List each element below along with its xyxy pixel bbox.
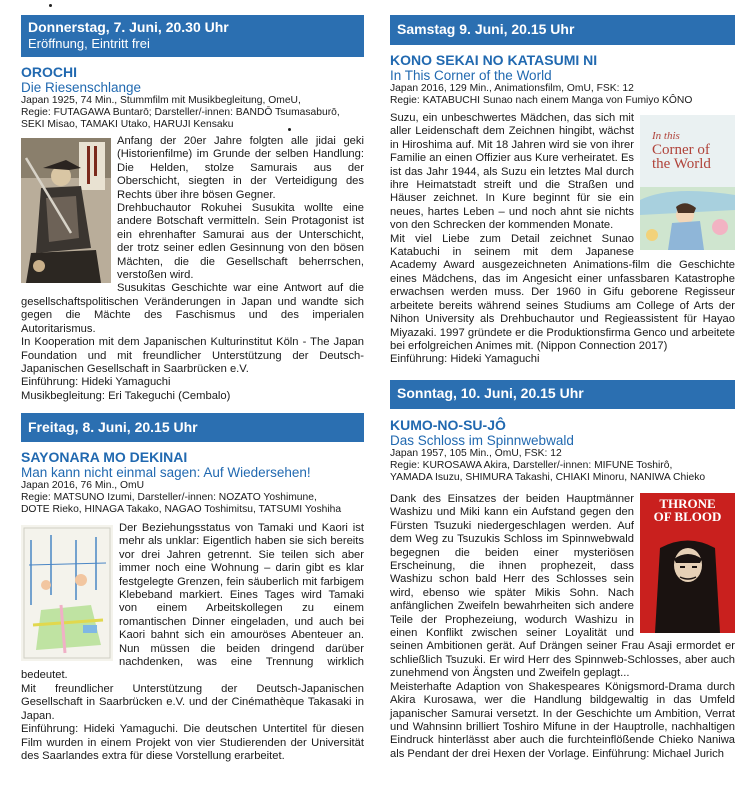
film-description bbox=[390, 112, 735, 353]
credit-line: Musikbegleitung: Eri Takeguchi (Cembalo) bbox=[21, 389, 231, 402]
film-subtitle: Man kann nicht einmal sagen: Auf Wiedersehen! bbox=[21, 465, 311, 480]
film-subtitle: In This Corner of the World bbox=[390, 68, 552, 83]
poster-title-line: THRONE bbox=[659, 496, 716, 511]
film-title: OROCHI bbox=[21, 64, 77, 80]
description-paragraph: Suzu, ein unbeschwertes Mädchen, das sich mit aller Leidenschaft dem Zeichnen hingibt, wächst in Hiroshima auf. Mit 18 Jahren wird sie von ihrer Familie an einen Offizier aus Kure verheiratet. Es ist das Jahr 1944, als Suzu ein letztes Mal durch ihre Heimatstadt streift und die Straßen und Häuser zeichnet. In Kure beginnt für sie ein neues, hartes Leben – und noch ahnt sie nichts von den Schrecken der kommenden Monate. bbox=[390, 112, 634, 232]
screening-date: Freitag, 8. Juni, 20.15 Uhr bbox=[28, 419, 198, 435]
description-paragraph: In Kooperation mit dem Japanischen Kulturinstitut Köln - The Japan Foundation und mit freundlicher Unterstützung der Deutsch-Japanischen Gesellschaft in Saarbrücken e.V. bbox=[21, 336, 364, 375]
meta-line: YAMADA Isuzu, SHIMURA Takashi, CHIAKI Minoru, NANIWA Chieko bbox=[390, 472, 706, 483]
poster-title-line: In this bbox=[652, 130, 680, 142]
meta-line: Japan 1925, 74 Min., Stummfilm mit Musikbegleitung, OmeU, bbox=[21, 95, 301, 106]
film-metadata bbox=[21, 95, 364, 131]
film-metadata bbox=[390, 83, 735, 107]
poster-title-line: Corner of bbox=[652, 142, 710, 158]
film-poster-image bbox=[640, 115, 735, 250]
poster-title-line: the World bbox=[652, 156, 711, 172]
description-paragraph: Susukitas Geschichte war eine Antwort auf die gesellschaftspolitischen Veränderungen in Japan und wandte sich gegen die Mächte des Faschismus und des imperialen Autoritarismus. bbox=[21, 282, 364, 335]
poster-title bbox=[640, 497, 735, 523]
meta-line: Regie: MATSUNO Izumi, Darsteller/-innen: NOZATO Yoshimune, bbox=[21, 492, 317, 503]
date-band bbox=[390, 380, 735, 409]
meta-line: DOTE Rieko, HINAGA Takako, NAGAO Toshimitsu, TATSUMI Yoshiha bbox=[21, 504, 342, 515]
description-paragraph: Mit freundlicher Unterstützung der Deutsch-Japanischen Gesellschaft in Saarbrücken e.V. und der Cinémathèque Takasaki in Japan. bbox=[21, 682, 364, 722]
film-entry-orochi bbox=[21, 15, 364, 403]
film-entry-kono-sekai bbox=[390, 15, 735, 367]
film-title: KONO SEKAI NO KATASUMI NI bbox=[390, 52, 598, 68]
film-subtitle: Die Riesenschlange bbox=[21, 80, 142, 95]
film-entry-kumonosujo bbox=[390, 380, 735, 761]
film-title: KUMO-NO-SU-JÔ bbox=[390, 417, 506, 433]
film-poster-image bbox=[640, 493, 735, 633]
meta-line: Regie: KATABUCHI Sunao nach einem Manga von Fumiyo KÔNO bbox=[390, 95, 693, 106]
description-paragraph: Der Beziehungsstatus von Tamaki und Kaori ist mehr als unklar: Eigentlich haben sie sich bereits vor drei Jahren getrennt. Sie teilen sich aber immer noch eine Wohnung – darin gibt es klar festgelegte Grenzen, fein säuberlich mit farbigem Klebeband markiert. Eines Tages wird Tamaki von einem Arbeitskollegen zu einem romantischen Dinner eingeladen, und auch bei Kaori bahnt sich ein amouröses Abenteuer an. Nun müssen die beiden dringend darüber nachdenken, was eine Trennung wirklich bedeutet. bbox=[21, 522, 364, 682]
date-band bbox=[21, 15, 364, 57]
apartment-illustration bbox=[21, 525, 113, 661]
date-band bbox=[390, 15, 735, 45]
screening-date: Samstag 9. Juni, 20.15 Uhr bbox=[397, 21, 575, 37]
film-credits bbox=[390, 353, 735, 366]
credit-line: Einführung: Hideki Yamaguchi bbox=[390, 353, 540, 366]
film-metadata bbox=[390, 448, 735, 484]
screening-date: Sonntag, 10. Juni, 20.15 Uhr bbox=[397, 385, 584, 401]
film-title: SAYONARA MO DEKINAI bbox=[21, 449, 188, 465]
right-column bbox=[390, 0, 735, 760]
description-paragraph: Meisterhafte Adaption von Shakespeares Königsmord-Drama durch Akira Kurosawa, wer die Handlung bildgewaltig in das Umfeld japanischer Samurai versetzt. In der Geschichte um Ambition, Verrat und Wahnsinn brilliert Toshiro Mifune in der Hauptrolle, nachhaltigen Eindruck hinterlässt aber auch die furchteinflößende Chieko Naniwa als Pendant der drei Hexen der Vorlage. Einführung: Michael Jurich bbox=[390, 680, 735, 760]
date-band bbox=[21, 413, 364, 442]
samurai-poster-illustration bbox=[21, 138, 111, 283]
meta-line: Japan 2016, 76 Min., OmU bbox=[21, 480, 145, 491]
description-paragraph: Einführung: Hideki Yamaguchi. Die deutschen Untertitel für diesen Film wurden in einem Projekt von vier Studierenden der Universität des Saarlandes extra für diese Vorstellung erarbeitet. bbox=[21, 723, 364, 762]
film-metadata bbox=[21, 480, 364, 516]
screening-date: Donnerstag, 7. Juni, 20.30 Uhr bbox=[28, 19, 229, 35]
description-paragraph: Anfang der 20er Jahre folgten alle jidai geki (Historienfilme) im Grunde der selben Handlung: Die Helden, stolze Samurais aus der Oberschicht, siegten in der Verteidigung des Rechts über ihre bösen Gegner. bbox=[117, 135, 364, 201]
description-paragraph: Dank des Einsatzes der beiden Hauptmänner Washizu und Miki kann ein Aufstand gegen den Fürsten Tsuzuki niedergeschlagen werden. Auf dem Weg zu Tsuzukis Schloss im Spinnwebwald begegnen die beiden einer mysteriösen Erscheinung, die ihnen prophezeit, dass Washizu schon bald Herr des Schlosses sein wird, ebenso wie später Mikis Sohn. Nach anfänglichen Zweifeln bewahrheiten sich andere Teile der Prophezeiung, wodurch Washizu in einen Konflikt zwischen seiner Loyalität und seinen Ambitionen gerät. Auf Drängen seiner Frau Asaji ermordet er schließlich Tsuzuki. Er wird Herr des Spinnweb-Schlosses, aber auch zunehmend von Ängsten und Zweifeln geplagt... bbox=[390, 493, 735, 680]
film-description bbox=[21, 135, 364, 376]
left-column bbox=[21, 0, 364, 762]
film-still-image bbox=[21, 138, 111, 283]
description-paragraph: Drehbuchautor Rokuhei Susukita wollte eine andere Botschaft vermitteln. Sein Protagonist ist ein ehrenhafter Samurai aus der Unterschicht, der trotz seiner edlen Gesinnung von den bösen Mächten, die die Gesellschaft beherrschen, verstoßen wird. bbox=[117, 202, 364, 282]
film-subtitle: Das Schloss im Spinnwebwald bbox=[390, 433, 574, 448]
meta-line: Japan 2016, 129 Min., Animationsfilm, OmU, FSK: 12 bbox=[390, 83, 634, 94]
meta-line: Regie: FUTAGAWA Buntarō; Darsteller/-innen: BANDŌ Tsumasaburō, bbox=[21, 107, 340, 118]
film-description bbox=[21, 522, 364, 763]
description-paragraph: Mit viel Liebe zum Detail zeichnet Sunao Katabuchi in seinem mit dem Japanese Academy Award ausgezeichneten Animations-film die Geschichte eines Mädchens, das im Angesicht einer unfassbaren Katastrophe erwachsen werden muss. Der 1960 in Gifu geborene Regisseur arbeitete bereits während seines Studiums am College of Arts der Nihon University als Drehbuchautor und Regieassistent für Hayao Miyazaki. 1997 gründete er die Produktionsfirma Genco und arbeitete bei erfolgreichen Animes mit. (Nippon Connection 2017) bbox=[390, 232, 735, 352]
credit-line: Einführung: Hideki Yamaguchi bbox=[21, 376, 171, 389]
poster-title bbox=[652, 129, 711, 171]
meta-line: Regie: KUROSAWA Akira, Darsteller/-innen: MIFUNE Toshirô, bbox=[390, 460, 673, 471]
film-entry-sayonara bbox=[21, 413, 364, 763]
film-credits bbox=[21, 376, 364, 403]
film-still-image bbox=[21, 525, 113, 661]
meta-line: Japan 1957, 105 Min., OmU, FSK: 12 bbox=[390, 448, 562, 459]
film-description bbox=[390, 493, 735, 761]
meta-line: SEKI Misao, TAMAKI Utako, HARUJI Kensaku bbox=[21, 119, 234, 130]
screening-note: Eröffnung, Eintritt frei bbox=[28, 36, 150, 51]
poster-title-line: OF BLOOD bbox=[653, 509, 722, 524]
